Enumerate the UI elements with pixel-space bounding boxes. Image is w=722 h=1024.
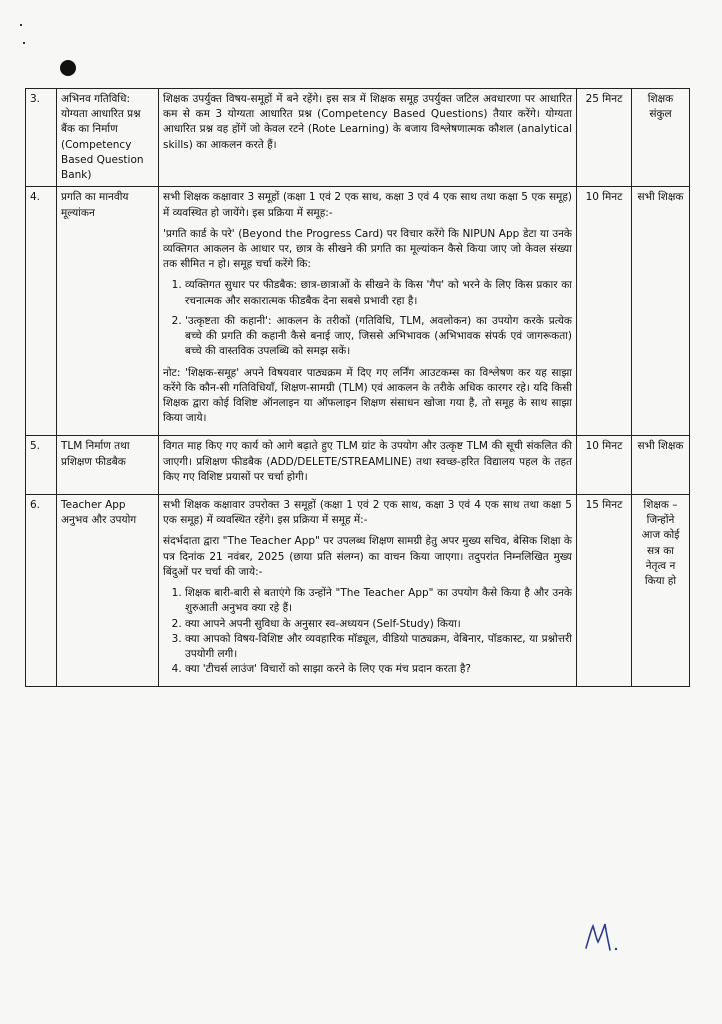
- discussion-point: 2. 'उत्कृष्टता की कहानी': आकलन के तरीकों (गतिविधि, TLM, अवलोकन) का उपयोग करके प्रत्येक बच्चे की प्रगति की कहानी कैसे बनाई जाए, जिससे अभिभावक (अभिभावक संपर्क एवं जागरूकता) बच्चे की वास्तविक उपलब्धि को समझ सकें।: [185, 314, 572, 360]
- description-cell: [159, 495, 577, 687]
- table-row: [26, 495, 690, 687]
- serial-number-cell: 5.: [26, 436, 57, 495]
- note-paragraph: नोट: 'शिक्षक-समूह' अपने विषयवार पाठ्यक्रम में दिए गए लर्निंग आउटकम्स का विश्लेषण कर यह साझा करेंगे कि कौन-सी गतिविधियाँ, शिक्षण-सामग्री (TLM) एवं आकलन के तरीके अधिक कारगर रहे। यदि किसी शिक्षक द्वारा कोई विशिष्ट ऑनलाइन या ऑफलाइन शिक्षण संसाधन खोजा गया है, तो समूह के साथ साझा किया जाये।: [163, 366, 572, 425]
- duration-cell: 15 मिनट: [577, 495, 632, 687]
- facilitator-cell: शिक्षक – जिन्होंने आज कोई सत्र का नेतृत्व न किया हो: [632, 495, 690, 687]
- signature-mark: [583, 918, 623, 956]
- scan-speck: [23, 42, 25, 44]
- description-cell: [159, 436, 577, 495]
- duration-cell: 10 मिनट: [577, 187, 632, 436]
- punch-hole: [60, 60, 76, 76]
- activity-table: [25, 88, 690, 687]
- description-paragraph: सभी शिक्षक कक्षावार 3 समूहों (कक्षा 1 एवं 2 एक साथ, कक्षा 3 एवं 4 एक साथ तथा कक्षा 5 एक समूह) में व्यवस्थित हो जायेंगे। इस प्रक्रिया में समूह:-: [163, 191, 572, 219]
- description-paragraph: सभी शिक्षक कक्षावार उपरोक्त 3 समूहों (कक्षा 1 एवं 2 एक साथ, कक्षा 3 एवं 4 एक साथ तथा कक्षा 5 एक समूह) में व्यवस्थित रहेंगे। इस प्रक्रिया में समूह में:-: [163, 499, 572, 527]
- description-paragraph: शिक्षक उपर्युक्त विषय-समूहों में बने रहेंगे। इस सत्र में शिक्षक समूह उपर्युक्त जटिल अवधारणा पर आधारित कम से कम 3 योग्यता आधारित प्रश्न (Competency Based Questions) तैयार करेंगे। योग्यता आधारित प्रश्न वह होंगें जो केवल रटने (Rote Learning) के बजाय विश्लेषणात्मक कौशल (analytical skills) का आकलन करते हैं।: [163, 93, 572, 151]
- facilitator-cell: सभी शिक्षक: [632, 187, 690, 436]
- activity-name-cell: अभिनव गतिविधि: योग्यता आधारित प्रश्न बैंक का निर्माण (Competency Based Question Bank): [57, 89, 159, 187]
- description-paragraph: विगत माह किए गए कार्य को आगे बढ़ाते हुए TLM ग्रांट के उपयोग और उत्कृष्ट TLM की सूची संकलित की जाएगी। प्रशिक्षण फीडबैक (ADD/DELETE/STREAMLINE) तथा स्वच्छ-हरित विद्यालय पहल के तहत किए गए विशिष्ट प्रयासों पर चर्चा होगी।: [163, 440, 572, 483]
- scan-speck: [20, 24, 22, 26]
- discussion-points-list: [163, 586, 572, 677]
- discussion-point: 2. क्या आपने अपनी सुविधा के अनुसार स्व-अध्ययन (Self-Study) किया।: [185, 617, 572, 632]
- activity-name-cell: Teacher App अनुभव और उपयोग: [57, 495, 159, 687]
- description-paragraph: 'प्रगति कार्ड के परे' (Beyond the Progress Card) पर विचार करेंगे कि NIPUN App डेटा या उनके व्यक्तिगत आकलन के आधार पर, छात्र के सीखने की प्रगति का मूल्यांकन कैसे किया जाए जो केवल संख्या तक सीमित न हो। समूह चर्चा करेंगे कि:: [163, 227, 572, 271]
- table-row: [26, 187, 690, 436]
- facilitator-cell: सभी शिक्षक: [632, 436, 690, 495]
- discussion-point: 3. क्या आपको विषय-विशिष्ट और व्यवहारिक मॉड्यूल, वीडियो पाठ्यक्रम, वेबिनार, पॉडकास्ट, या प्रश्नोत्तरी उपयोगी लगी।: [185, 632, 572, 662]
- discussion-point: 1. शिक्षक बारी-बारी से बताएंगे कि उन्होंने "The Teacher App" का उपयोग कैसे किया है और उनके शुरुआती अनुभव क्या रहे हैं।: [185, 586, 572, 616]
- description-paragraph: संदर्भदाता द्वारा "The Teacher App" पर उपलब्ध शिक्षण सामग्री हेतु अपर मुख्य सचिव, बेसिक शिक्षा के पत्र दिनांक 21 नवंबर, 2025 (छाया प्रति संलग्न) का वाचन किया जाएगा। तदुपरांत निम्नलिखित मुख्य बिंदुओं पर चर्चा की जाये:-: [163, 535, 572, 578]
- description-cell: [159, 89, 577, 187]
- serial-number-cell: 4.: [26, 187, 57, 436]
- serial-number-cell: 3.: [26, 89, 57, 187]
- activity-table-body: [26, 89, 690, 687]
- activity-name-cell: TLM निर्माण तथा प्रशिक्षण फीडबैक: [57, 436, 159, 495]
- serial-number-cell: 6.: [26, 495, 57, 687]
- discussion-point: 1. व्यक्तिगत सुधार पर फीडबैक: छात्र-छात्राओं के सीखने के किस 'गैप' को भरने के लिए किस प्रकार का रचनात्मक और सकारात्मक फीडबैक देना सबसे प्रभावी रहा है।: [185, 278, 572, 308]
- table-row: [26, 89, 690, 187]
- table-row: [26, 436, 690, 495]
- discussion-point: 4. क्या 'टीचर्स लाउंज' विचारों को साझा करने के लिए एक मंच प्रदान करता है?: [185, 662, 572, 677]
- description-cell: [159, 187, 577, 436]
- facilitator-cell: शिक्षक संकुल: [632, 89, 690, 187]
- activity-name-cell: प्रगति का मानवीय मूल्यांकन: [57, 187, 159, 436]
- duration-cell: 25 मिनट: [577, 89, 632, 187]
- duration-cell: 10 मिनट: [577, 436, 632, 495]
- discussion-points-list: [163, 278, 572, 359]
